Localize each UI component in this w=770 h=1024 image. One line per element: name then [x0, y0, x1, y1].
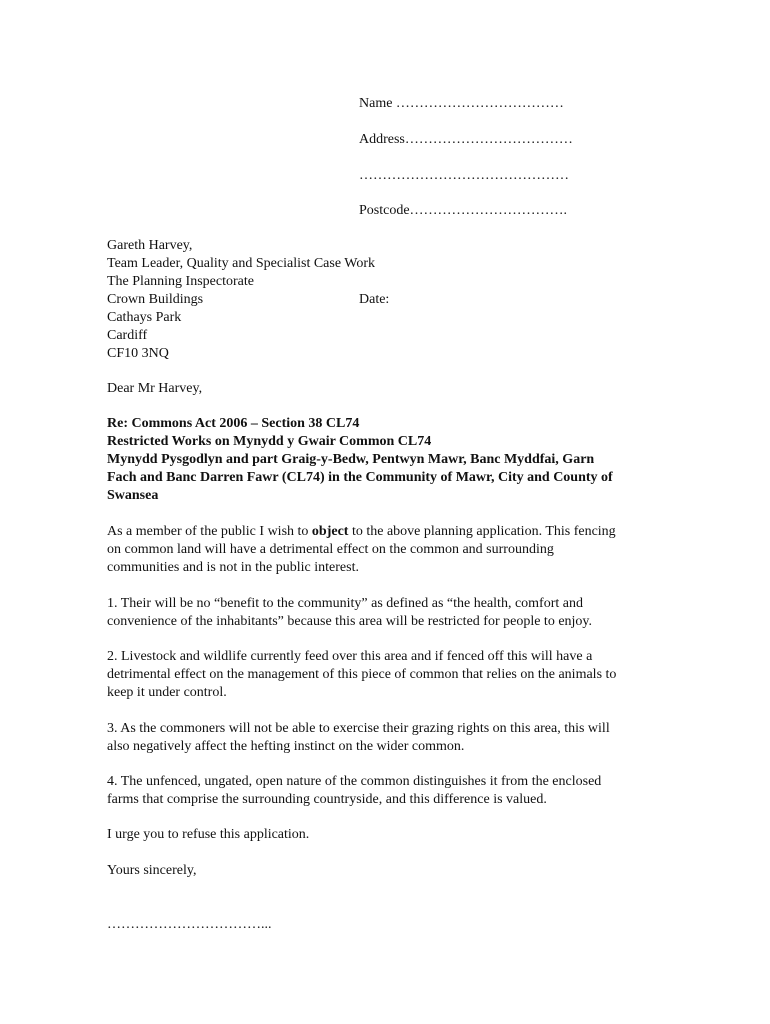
intro-line-1	[107, 523, 667, 541]
point-3-line-2: also negatively affect the hefting instinct on the wider common.	[107, 739, 465, 754]
recipient-city: Cardiff	[107, 328, 148, 343]
address-field-line: Address………………………………	[359, 132, 573, 147]
recipient-name: Gareth Harvey,	[107, 238, 193, 253]
subject-line-1: Re: Commons Act 2006 – Section 38 CL74	[107, 416, 360, 431]
address-field-line-2: ………………………………………	[359, 168, 569, 183]
point-2-line-3: keep it under control.	[107, 685, 227, 700]
subject-line-3: Mynydd Pysgodlyn and part Graig-y-Bedw, Pentwyn Mawr, Banc Myddfai, Garn	[107, 452, 595, 467]
point-4-line-1: 4. The unfenced, ungated, open nature of the common distinguishes it from the enclosed	[107, 774, 602, 789]
intro-line-3: communities and is not in the public interest.	[107, 560, 359, 575]
subject-line-5: Swansea	[107, 488, 159, 503]
intro-text-after: to the above planning application. This fencing	[348, 524, 616, 539]
name-field-line: Name ………………………………	[359, 96, 564, 111]
subject-line-4: Fach and Banc Darren Fawr (CL74) in the Community of Mawr, City and County of	[107, 470, 613, 485]
point-2-line-2: detrimental effect on the management of this piece of common that relies on the animals to	[107, 667, 617, 682]
point-2-line-1: 2. Livestock and wildlife currently feed over this area and if fenced off this will have a	[107, 649, 593, 664]
object-emphasis: object	[311, 524, 349, 539]
point-1-line-2: convenience of the inhabitants” because this area will be restricted for people to enjoy.	[107, 614, 593, 629]
postcode-field-line: Postcode…………………………….	[359, 203, 568, 218]
point-2-paragraph	[107, 648, 667, 702]
intro-line-2: on common land will have a detrimental effect on the common and surrounding	[107, 542, 554, 557]
point-3-line-1: 3. As the commoners will not be able to exercise their grazing rights on this area, this will	[107, 721, 610, 736]
urge-statement: I urge you to refuse this application.	[107, 827, 310, 842]
intro-paragraph	[107, 523, 667, 577]
intro-text-before: As a member of the public I wish to	[107, 524, 312, 539]
point-3-paragraph	[107, 720, 667, 756]
date-label: Date:	[359, 292, 390, 307]
point-4-line-2: farms that comprise the surrounding countryside, and this difference is valued.	[107, 792, 547, 807]
recipient-organisation: The Planning Inspectorate	[107, 274, 254, 289]
recipient-street: Cathays Park	[107, 310, 182, 325]
subject-line-2: Restricted Works on Mynydd y Gwair Common CL74	[107, 434, 432, 449]
salutation: Dear Mr Harvey,	[107, 381, 203, 396]
recipient-postcode: CF10 3NQ	[107, 346, 169, 361]
closing: Yours sincerely,	[107, 863, 197, 878]
recipient-title: Team Leader, Quality and Specialist Case Work	[107, 256, 376, 271]
point-4-paragraph	[107, 773, 667, 809]
recipient-building: Crown Buildings	[107, 292, 204, 307]
point-1-paragraph	[107, 595, 667, 631]
point-1-line-1: 1. Their will be no “benefit to the community” as defined as “the health, comfort and	[107, 596, 583, 611]
signature-line: ……………………………...	[107, 917, 272, 932]
